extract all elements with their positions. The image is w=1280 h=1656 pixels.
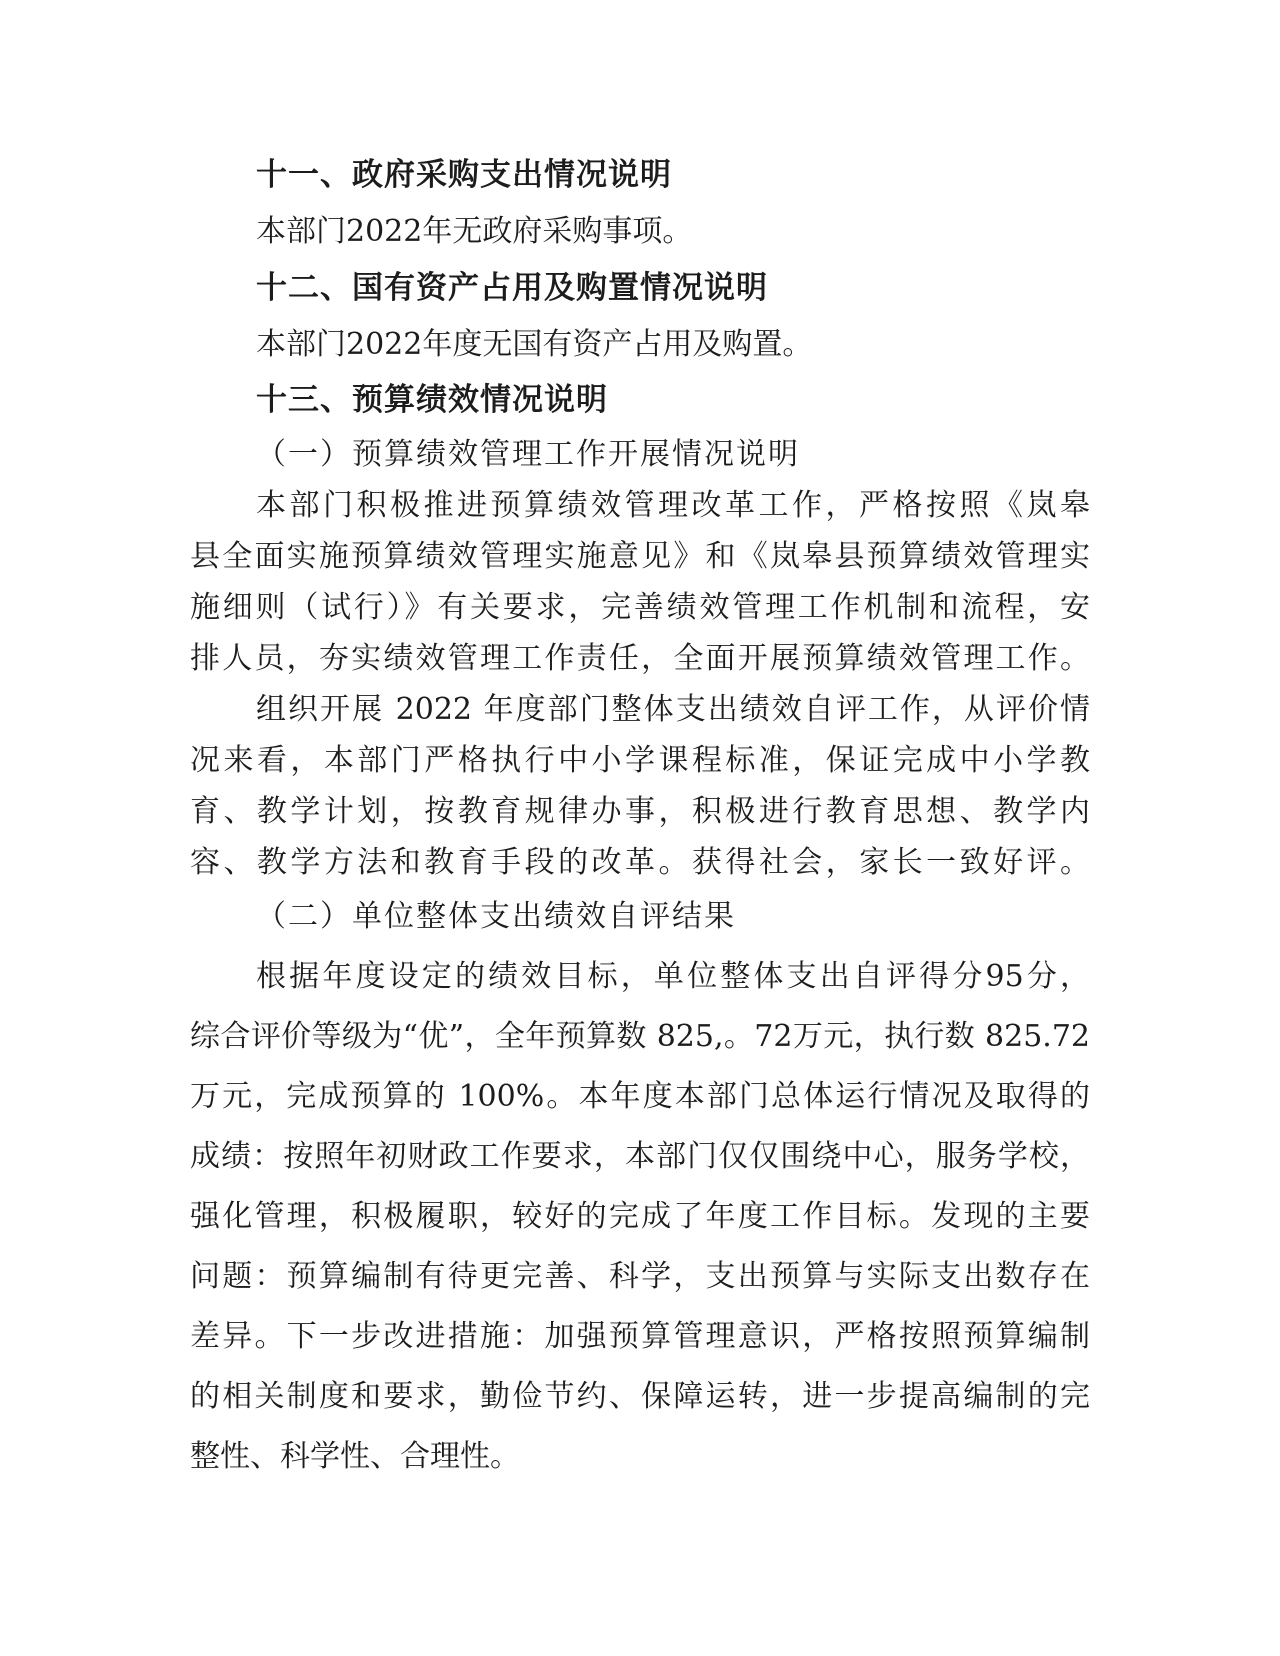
paragraph-line: 综合评价等级为“优”，全年预算数 825,。72万元，执行数 825.72 bbox=[190, 1019, 1090, 1054]
section-13-heading: 十三、预算绩效情况说明 bbox=[256, 382, 608, 418]
section-11-heading: 十一、政府采购支出情况说明 bbox=[256, 157, 672, 193]
section-12-body: 本部门2022年度无国有资产占用及购置。 bbox=[256, 327, 813, 362]
paragraph-line: 县全面实施预算绩效管理实施意见》和《岚皋县预算绩效管理实 bbox=[190, 539, 1090, 574]
paragraph-line: 差异。下一步改进措施：加强预算管理意识，严格按照预算编制 bbox=[190, 1319, 1090, 1354]
paragraph-line: 强化管理，积极履职，较好的完成了年度工作目标。发现的主要 bbox=[190, 1199, 1090, 1234]
paragraph-line: 根据年度设定的绩效目标，单位整体支出自评得分95分， bbox=[256, 959, 1090, 994]
paragraph-line: 容、教学方法和教育手段的改革。获得社会，家长一致好评。 bbox=[190, 845, 1090, 880]
paragraph-line: 排人员，夯实绩效管理工作责任，全面开展预算绩效管理工作。 bbox=[190, 641, 1090, 676]
paragraph-line: 问题：预算编制有待更完善、科学，支出预算与实际支出数存在 bbox=[190, 1259, 1090, 1294]
paragraph-line: 万元，完成预算的 100%。本年度本部门总体运行情况及取得的 bbox=[190, 1079, 1090, 1114]
paragraph-line: 整性、科学性、合理性。 bbox=[190, 1439, 520, 1474]
subsection-2-title: （二）单位整体支出绩效自评结果 bbox=[256, 899, 736, 934]
paragraph-line: 况来看，本部门严格执行中小学课程标准，保证完成中小学教 bbox=[190, 743, 1090, 778]
section-11-body: 本部门2022年无政府采购事项。 bbox=[256, 214, 693, 249]
paragraph-line: 成绩：按照年初财政工作要求，本部门仅仅围绕中心，服务学校， bbox=[190, 1139, 1090, 1174]
subsection-1-title: （一）预算绩效管理工作开展情况说明 bbox=[256, 437, 800, 472]
paragraph-line: 育、教学计划，按教育规律办事，积极进行教育思想、教学内 bbox=[190, 794, 1090, 829]
paragraph-line: 的相关制度和要求，勤俭节约、保障运转，进一步提高编制的完 bbox=[190, 1379, 1090, 1414]
paragraph-line: 本部门积极推进预算绩效管理改革工作，严格按照《岚皋 bbox=[256, 488, 1090, 523]
paragraph-line: 组织开展 2022 年度部门整体支出绩效自评工作，从评价情 bbox=[256, 692, 1090, 727]
paragraph-line: 施细则（试行）》有关要求，完善绩效管理工作机制和流程，安 bbox=[190, 590, 1090, 625]
section-12-heading: 十二、国有资产占用及购置情况说明 bbox=[256, 270, 768, 306]
